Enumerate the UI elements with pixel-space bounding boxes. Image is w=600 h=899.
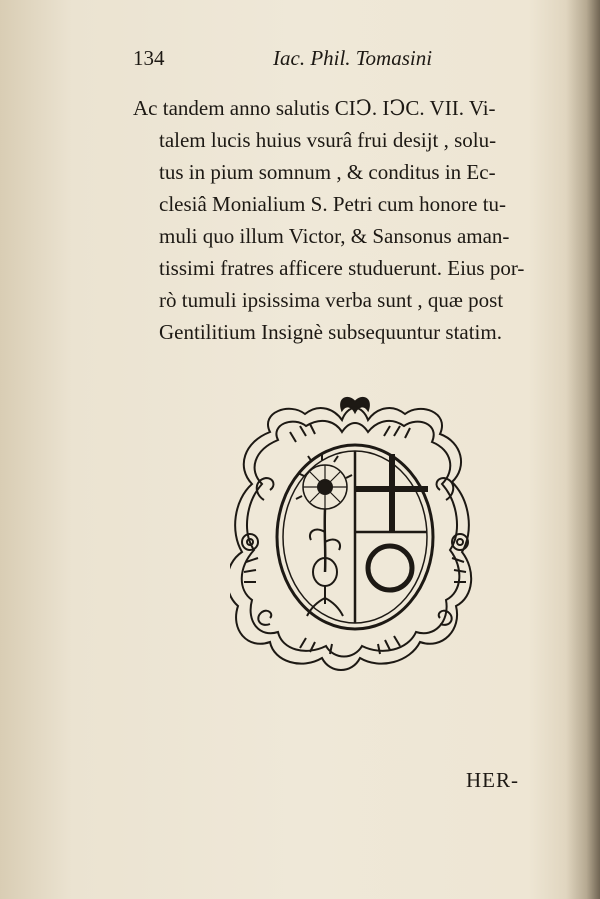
spine-shadow — [566, 0, 600, 899]
text-line: tissimi fratres afficere studuerunt. Eius por- — [159, 256, 525, 280]
body-paragraph — [133, 92, 549, 348]
text-line: tus in pium somnum , & conditus in Ec- — [159, 160, 496, 184]
text-line: Gentilitium Insignè subsequuntur statim. — [159, 320, 502, 344]
coat-of-arms-icon — [230, 392, 480, 677]
running-head: Iac. Phil. Tomasini — [273, 46, 433, 70]
catchword: HER- — [466, 768, 519, 792]
page-number: 134 — [133, 46, 165, 70]
text-line: rò tumuli ipsissima verba sunt , quæ post — [159, 288, 504, 312]
page-header — [133, 46, 553, 72]
text-line: talem lucis huius vsurâ frui desijt , solu- — [159, 128, 497, 152]
text-line: clesiâ Monialium S. Petri cum honore tu- — [159, 192, 507, 216]
text-line: muli quo illum Victor, & Sansonus aman- — [159, 224, 510, 248]
text-line: Ac tandem anno salutis CIↃ. IↃC. VII. Vi- — [133, 96, 496, 120]
